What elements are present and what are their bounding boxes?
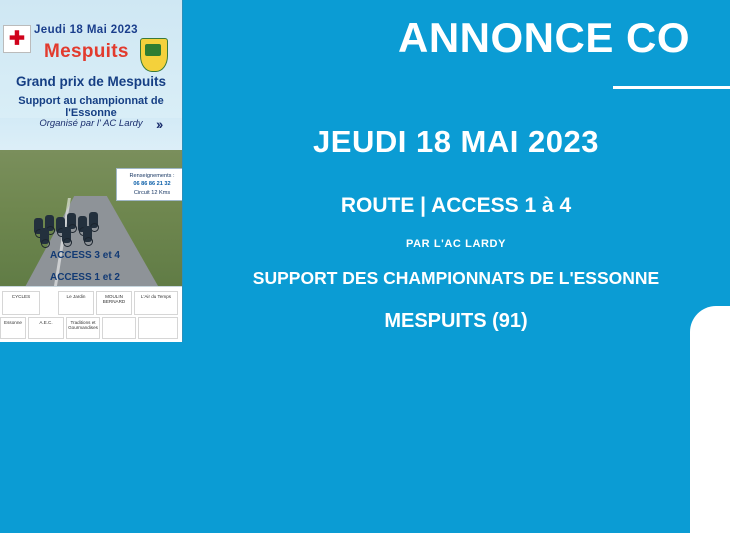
poster-cyclists xyxy=(28,196,138,248)
sponsor-logo: A.E.C. xyxy=(28,317,64,339)
event-support: SUPPORT DES CHAMPIONNATS DE L'ESSONNE xyxy=(252,268,660,288)
page-title: ANNONCE CO xyxy=(398,14,691,61)
poster-subtitle-1: Grand prix de Mespuits xyxy=(15,74,167,89)
sponsor-logo: Traditions et Gourmandises xyxy=(66,317,100,339)
poster-date: Jeudi 18 Mai 2023 xyxy=(34,24,138,36)
corner-decoration xyxy=(690,306,730,533)
sponsor-logo: CYCLES xyxy=(2,291,40,315)
poster-subtitle-2: Support au championnat de l'Essonne xyxy=(18,95,164,119)
event-location: MESPUITS (91) xyxy=(384,310,528,332)
event-organiser: PAR L'AC LARDY xyxy=(405,238,507,250)
sponsor-logo: L'Air du Temps xyxy=(134,291,178,315)
info-line-1: Renseignements : xyxy=(129,173,175,179)
sponsor-logo: MOULIN BERNARD xyxy=(96,291,132,315)
sponsor-logo xyxy=(138,317,178,339)
poster-title: Mespuits xyxy=(44,41,129,62)
sponsor-logo: Essonne xyxy=(0,317,26,339)
event-date: JEUDI 18 MAI 2023 xyxy=(313,124,599,159)
poster-access-label-12: ACCESS 1 et 2 xyxy=(49,272,120,283)
sponsor-logo xyxy=(102,317,136,339)
poster-organiser: Organisé par l' AC Lardy xyxy=(39,118,143,129)
sponsor-logo: Le Jardin xyxy=(58,291,94,315)
title-underline xyxy=(613,86,730,89)
event-category: ROUTE | ACCESS 1 à 4 xyxy=(340,194,572,217)
poster-sponsor-strip xyxy=(0,286,182,342)
poster-info-box xyxy=(116,168,183,201)
poster-access-label-34: ACCESS 3 et 4 xyxy=(49,250,120,261)
info-line-2: 06 86 86 21 32 xyxy=(133,181,171,188)
red-cross-icon xyxy=(3,25,31,53)
event-poster-image[interactable] xyxy=(0,0,183,342)
double-chevron-right-icon: ›› xyxy=(156,116,162,132)
cross-glyph: ✚ xyxy=(9,28,25,50)
coat-of-arms-icon xyxy=(140,38,168,72)
info-line-3: Circuit 12 Kms xyxy=(133,189,171,196)
